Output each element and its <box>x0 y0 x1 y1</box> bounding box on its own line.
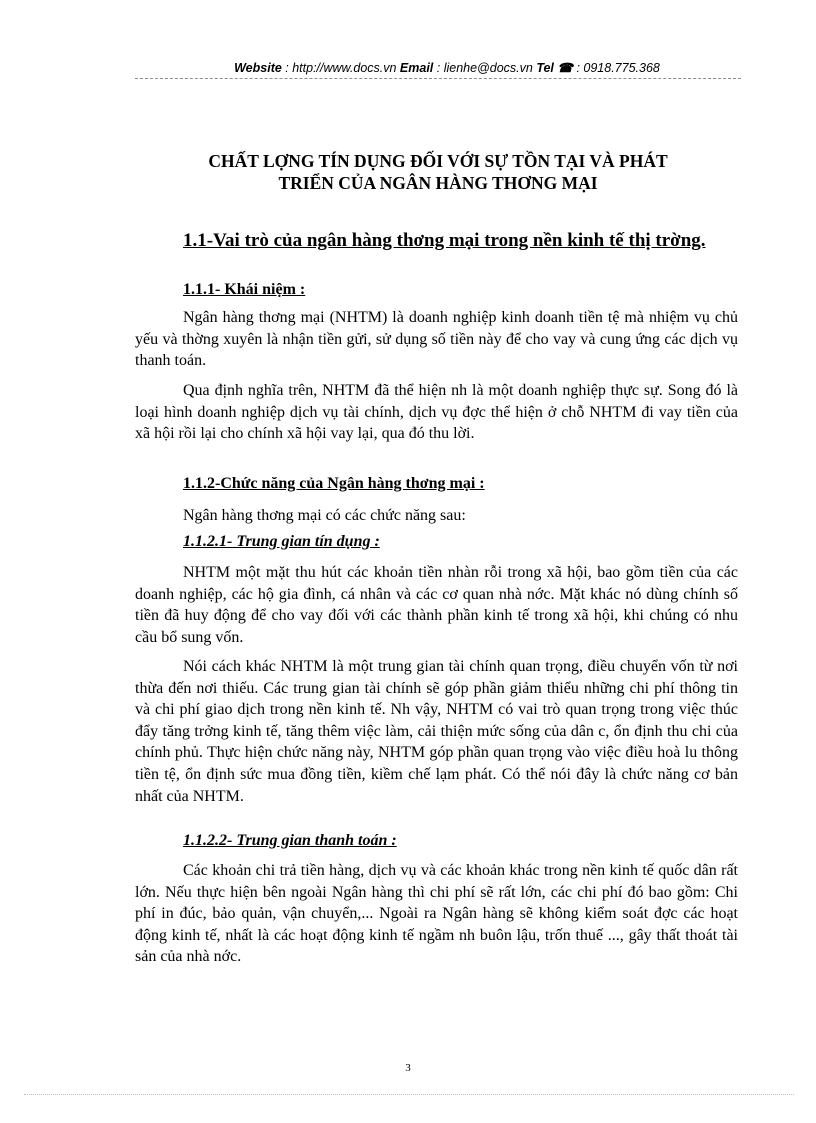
paragraph-definition: Ngân hàng thơng mại (NHTM) là doanh nghiệp kinh doanh tiền tệ mà nhiệm vụ chủ yếu và thờng xuyên là nhận tiền gửi, sử dụng số tiền này để cho vay và cung ứng các dịch vụ thanh toán. <box>135 309 738 370</box>
tel-label: Tel <box>536 61 554 75</box>
website-label: Website <box>234 61 282 75</box>
paragraph-credit-intermediary: NHTM một mặt thu hút các khoản tiền nhàn rỗi trong xã hội, bao gồm tiền của các doanh nghiệp, các hộ gia đình, cá nhân và các cơ quan nhà nớc. Mặt khác nó dùng chính số tiền đã huy động để cho vay đối với các thành phần kinh tế trong xã hội, khi chúng có nhu cầu bổ sung vốn. <box>135 564 738 646</box>
title-line-1: CHẤT LỢNG TÍN DỤNG ĐỐI VỚI SỰ TỒN TẠI VÀ PHÁT <box>208 151 668 171</box>
document-title <box>135 150 741 194</box>
email-label: Email <box>399 61 434 75</box>
heading-1-1-2: 1.1.2-Chức năng của Ngân hàng thơng mại : <box>183 475 485 492</box>
paragraph-payment-intermediary: Các khoản chi trả tiền hàng, dịch vụ và các khoản khác trong nền kinh tế quốc dân rất lớn. Nếu thực hiện bên ngoài Ngân hàng thì chi phí sẽ rất lớn, các chi phí đó bao gồm: Chi phí in đúc, bảo quản, vận chuyển,... Ngoài ra Ngân hàng sẽ không kiểm soát đợc các hoạt động kinh tế, nhất là các hoạt động kinh tế ngầm nh buôn lậu, trốn thuế ..., gây thất thoát tài sản của nhà nớc. <box>135 862 738 966</box>
website-url: : http://www.docs.vn <box>281 61 400 75</box>
paragraph-financial-intermediary: Nói cách khác NHTM là một trung gian tài chính quan trọng, điều chuyển vốn từ nơi thừa đến nơi thiếu. Các trung gian tài chính sẽ góp phần giảm thiểu những chi phí thông tin và chi phí giao dịch trong nền kinh tế. Nh vậy, NHTM có vai trò quan trọng trong việc thúc đẩy tăng trởng kinh tế, tăng thêm việc làm, cải thiện mức sống của dân c, ổn định thu chi của chính phủ. Thực hiện chức năng này, NHTM góp phần quan trọng vào việc điều hoà lu thông tiền tệ, ổn định sức mua đồng tiền, kiềm chế lạm phát. Có thể nói đây là chức năng cơ bản nhất của NHTM. <box>135 658 738 805</box>
page-header <box>135 60 741 78</box>
header-divider <box>135 78 741 79</box>
section-heading-1-1: 1.1-Vai trò của ngân hàng thơng mại trong nền kinh tế thị trờng. <box>183 230 706 251</box>
paragraph-functions-intro: Ngân hàng thơng mại có các chức năng sau: <box>183 507 466 524</box>
tel-number: : 0918.775.368 <box>572 61 660 75</box>
heading-1-1-2-2: 1.1.2.2- Trung gian thanh toán : <box>183 832 397 849</box>
heading-1-1-1: 1.1.1- Khái niệm : <box>183 281 306 298</box>
page-bottom-divider <box>24 1094 794 1095</box>
paragraph-definition-analysis: Qua định nghĩa trên, NHTM đã thể hiện nh là một doanh nghiệp thực sự. Song đó là loại hình doanh nghiệp dịch vụ tài chính, dịch vụ đợc thể hiện ở chỗ NHTM đi vay tiền của xã hội rồi lại cho chính xã hội vay lại, qua đó thu lời. <box>135 382 738 443</box>
title-line-2: TRIỂN CỦA NGÂN HÀNG THƠNG MẠI <box>278 173 598 193</box>
heading-1-1-2-1: 1.1.2.1- Trung gian tín dụng : <box>183 533 380 550</box>
page-number: 3 <box>405 1062 411 1074</box>
phone-icon: ☎ <box>557 61 573 75</box>
email-address: : lienhe@docs.vn <box>433 61 537 75</box>
